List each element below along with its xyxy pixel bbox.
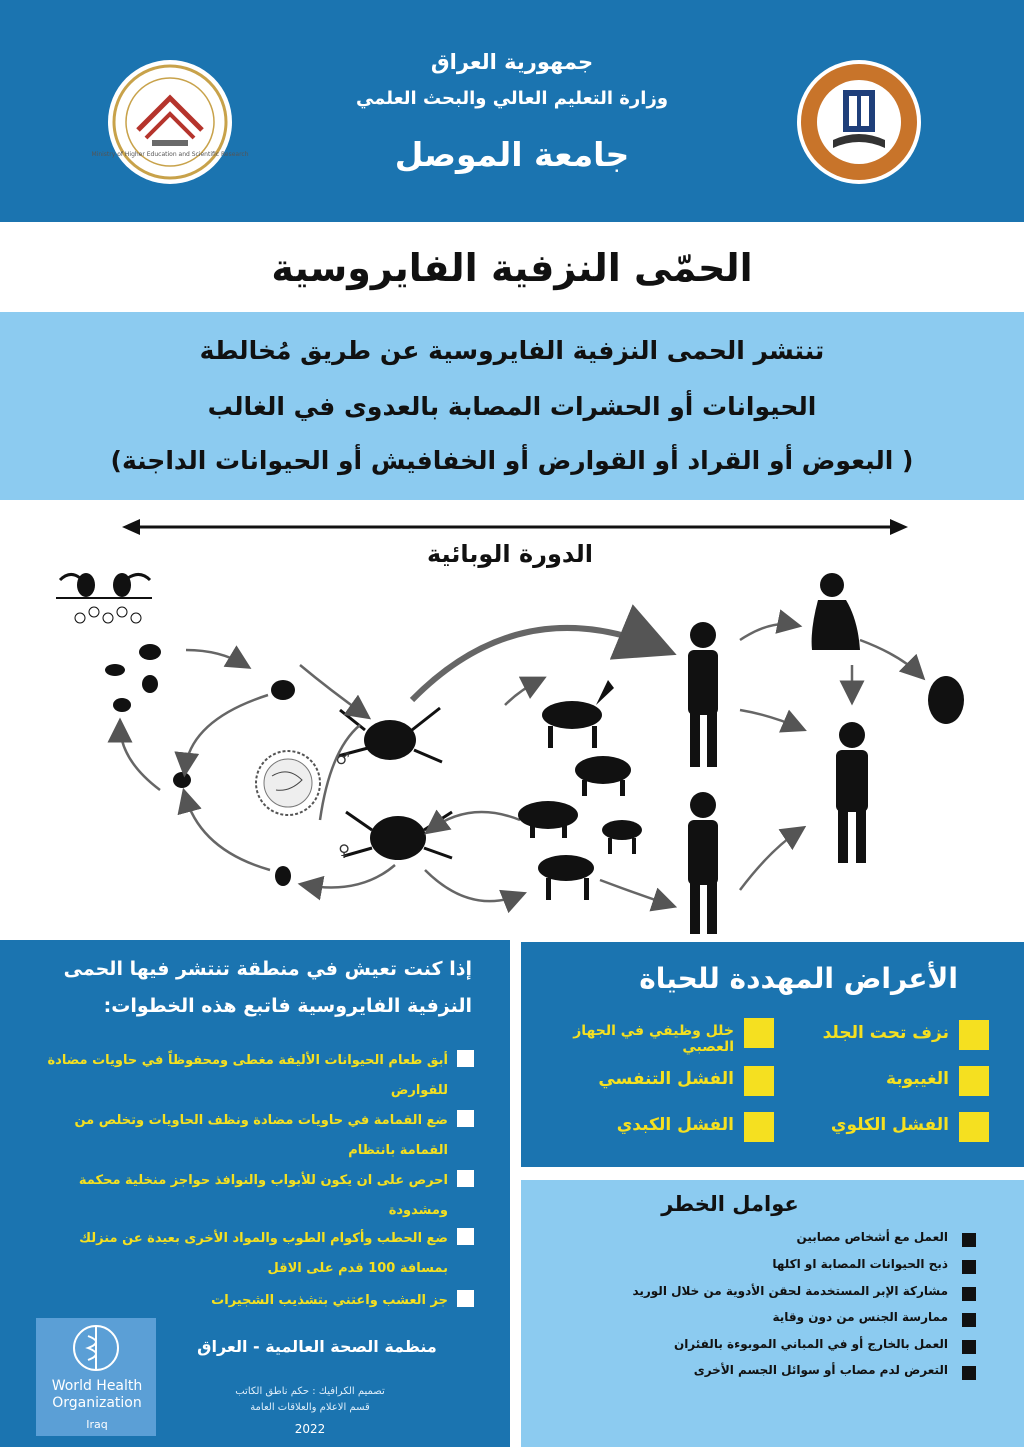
square-bullet-icon	[744, 1066, 774, 1096]
department-credit: قسم الاعلام والعلاقات العامة	[250, 1402, 370, 1413]
design-credit: تصميم الكرافيك : حكم ناطق الكاتب	[235, 1386, 385, 1397]
prevention-item	[34, 1046, 474, 1106]
university-seal-icon	[797, 60, 921, 184]
prevention-item-text: ضع الحطب وأكوام الطوب والمواد الأخرى بعيدة عن منزلك	[79, 1231, 448, 1246]
prevention-item-text: جز العشب واعتني بتشذيب الشجيرات	[211, 1293, 448, 1308]
cycle-title: الدورة الوبائية	[426, 540, 594, 568]
symptom-item	[559, 1066, 774, 1096]
who-country: Iraq	[86, 1418, 108, 1431]
risk-text: العمل مع أشخاص مصابين	[796, 1230, 948, 1244]
square-bullet-icon	[962, 1313, 976, 1327]
prevention-heading: النزفية الفايروسية فاتبع هذه الخطوات:	[103, 995, 472, 1017]
checkbox-icon	[457, 1290, 474, 1307]
risk-item	[576, 1230, 976, 1252]
risk-text: التعرض لدم مصاب أو سوائل الجسم الأخرى	[693, 1363, 948, 1377]
risk-text: العمل بالخارج أو في المباني الموبوءة بالفئران	[673, 1337, 948, 1351]
small-mammals-icon	[105, 644, 161, 712]
prevention-item-text: القمامة بانتظام	[348, 1143, 448, 1158]
prevention-item	[34, 1224, 474, 1284]
square-bullet-icon	[962, 1340, 976, 1354]
prevention-item	[34, 1106, 474, 1166]
ministry-logo-text: Ministry of Higher Education and Scientific Research	[91, 151, 249, 158]
square-bullet-icon	[962, 1260, 976, 1274]
intro-line: الحيوانات أو الحشرات المصابة بالعدوى في الغالب	[207, 392, 817, 421]
prevention-item	[34, 1166, 474, 1226]
checkbox-icon	[457, 1228, 474, 1245]
risk-text: مشاركة الإبر المستخدمة لحقن الأدوية من خلال الوريد	[632, 1284, 948, 1298]
symptom-text: خلل وظيفي في الجهاز العصبي	[573, 1023, 734, 1055]
risk-text: ممارسة الجنس من دون وقاية	[772, 1310, 948, 1324]
prevention-heading: إذا كنت تعيش في منطقة تنتشر فيها الحمى	[63, 958, 472, 980]
who-emblem-icon	[36, 1318, 156, 1378]
university-name: جامعة الموصل	[394, 135, 630, 174]
symptom-text: الفشل التنفسي	[598, 1069, 734, 1089]
cycle-arrows	[120, 624, 920, 905]
risk-heading: عوامل الخطر	[661, 1192, 799, 1216]
symptom-item	[774, 1112, 989, 1142]
university-logo	[797, 60, 921, 184]
risk-item	[576, 1310, 976, 1332]
risk-item	[576, 1363, 976, 1385]
symptom-text: الغيبوبة	[885, 1069, 949, 1089]
risk-item	[576, 1257, 976, 1279]
page-title: الحمّى النزفية الفايروسية	[271, 246, 753, 290]
epidemic-cycle-diagram	[0, 500, 1024, 940]
intro-line: تنتشر الحمى النزفية الفايروسية عن طريق مُخالطة	[199, 336, 825, 365]
prevention-item-text: ضع القمامة في حاويات مضادة ونظف الحاويات وتخلص من	[74, 1113, 448, 1128]
prevention-item-text: ومشدودة	[388, 1203, 448, 1218]
square-bullet-icon	[744, 1018, 774, 1048]
svg-text:♀: ♀	[338, 841, 350, 860]
symptom-item	[559, 1018, 774, 1055]
who-name: World Health	[51, 1378, 143, 1394]
ministry-name: وزارة التعليم العالي والبحث العلمي	[355, 88, 669, 109]
prevention-item-text: بمسافة 100 قدم على الاقل	[267, 1261, 448, 1276]
square-bullet-icon	[959, 1020, 989, 1050]
intro-line: ( البعوض أو القراد أو القوارض أو الخفافيش أو الحيوانات الداجنة)	[110, 446, 914, 475]
symptom-text: نزف تحت الجلد	[822, 1023, 949, 1043]
human-icon	[688, 573, 964, 934]
timeline-arrow	[122, 519, 908, 535]
risk-item	[576, 1284, 976, 1306]
symptom-item	[774, 1066, 989, 1096]
symptom-text: الفشل الكبدي	[616, 1115, 734, 1135]
checkbox-icon	[457, 1050, 474, 1067]
who-org-label: منظمة الصحة العالمية - العراق	[197, 1337, 437, 1356]
square-bullet-icon	[962, 1366, 976, 1380]
symptoms-heading: الأعراض المهددة للحياة	[639, 962, 958, 995]
checkbox-icon	[457, 1110, 474, 1127]
prevention-item-text: للقوارض	[390, 1083, 448, 1098]
square-bullet-icon	[959, 1066, 989, 1096]
who-name: Organization	[52, 1395, 142, 1411]
square-bullet-icon	[962, 1233, 976, 1247]
prevention-item	[34, 1286, 474, 1316]
ministry-logo	[91, 60, 249, 184]
header-banner	[0, 0, 1024, 222]
ministry-emblem-icon	[91, 60, 249, 184]
prevention-item-text: احرص على ان يكون للأبواب والنوافذ حواجز منخلية محكمة	[78, 1173, 448, 1188]
risk-text: ذبح الحيوانات المصابة او اكلها	[772, 1257, 948, 1271]
symptom-item	[559, 1112, 774, 1142]
square-bullet-icon	[959, 1112, 989, 1142]
intro-band	[0, 312, 1024, 500]
birds-icon	[56, 573, 152, 623]
svg-text:♂: ♂	[335, 749, 350, 768]
eggs-icon	[275, 866, 291, 886]
symptoms-panel	[521, 942, 1024, 1167]
square-bullet-icon	[962, 1287, 976, 1301]
square-bullet-icon	[744, 1112, 774, 1142]
year-label: 2022	[294, 1422, 326, 1436]
tick-icon	[173, 680, 452, 860]
symptom-text: الفشل الكلوي	[830, 1115, 949, 1135]
risk-item	[576, 1337, 976, 1359]
checkbox-icon	[457, 1170, 474, 1187]
risk-factors-panel	[521, 1180, 1024, 1447]
symptom-item	[774, 1020, 989, 1050]
livestock-icon	[518, 680, 642, 900]
country-name: جمهورية العراق	[430, 50, 594, 74]
prevention-item-text: أبق طعام الحيوانات الأليفة مغطى ومحفوظاً في حاويات مضادة	[47, 1053, 448, 1068]
virus-icon	[256, 751, 320, 815]
